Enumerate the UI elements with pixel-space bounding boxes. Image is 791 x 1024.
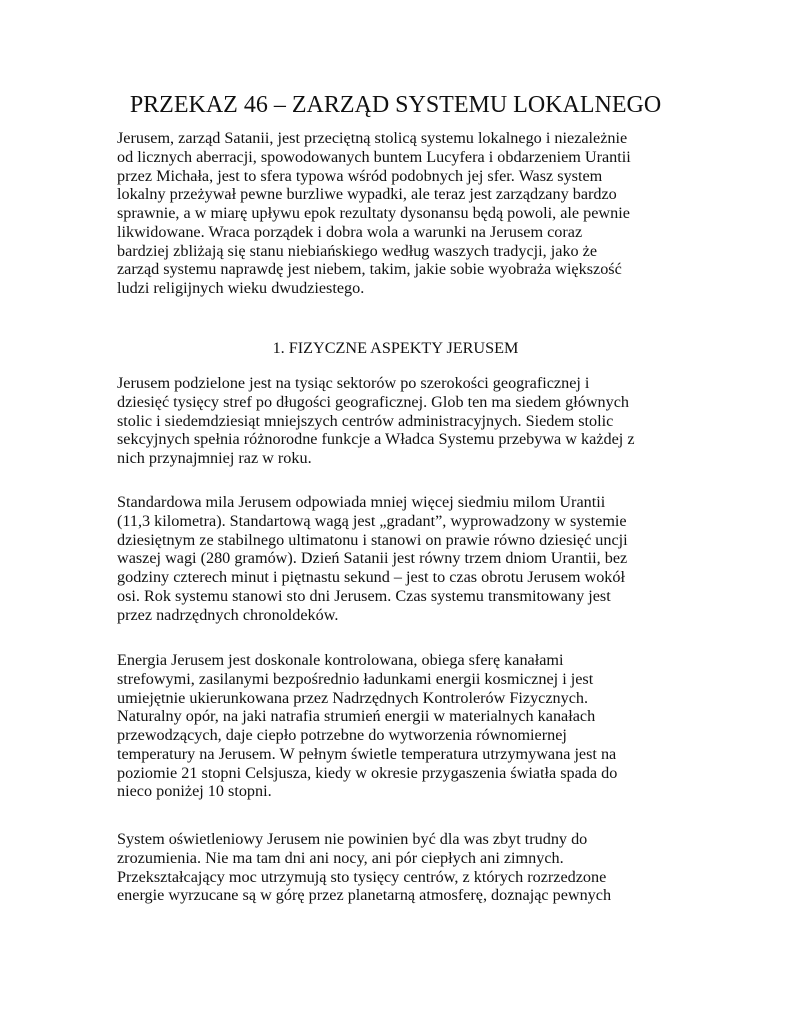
- text-line: poziomie 21 stopni Celsjusza, kiedy w okresie przygaszenia światła spada do: [117, 763, 618, 782]
- text-line: nich przynajmniej raz w roku.: [117, 449, 312, 467]
- text-line: strefowymi, zasilanymi bezpośrednio ładunkami energii kosmicznej i jest: [117, 669, 594, 688]
- text-line: Jerusem podzielone jest na tysiąc sektorów po szerokości geograficznej i: [117, 374, 590, 392]
- text-line: sprawnie, a w miarę upływu epok rezultaty dysonansu będą powoli, ale pewnie: [117, 204, 630, 222]
- text-line: przez Michała, jest to sfera typowa wśród podobnych jej sfer. Wasz system: [117, 166, 603, 185]
- text-line: zrozumienia. Nie ma tam dni ani nocy, ani pór ciepłych ani zimnych.: [117, 848, 564, 867]
- text-line: bardziej zbliżają się stanu niebiańskiego według waszych tradycji, jako że: [117, 241, 598, 260]
- text-line: godziny czterech minut i piętnastu sekund – jest to czas obrotu Jerusem wokół: [117, 568, 625, 586]
- text-line: System oświetleniowy Jerusem nie powinien być dla was zbyt trudny do: [117, 830, 588, 848]
- paragraph-lighting: [117, 830, 697, 905]
- page-title: PRZEKAZ 46 – ZARZĄD SYSTEMU LOKALNEGO: [129, 92, 662, 118]
- text-line: zarząd systemu naprawdę jest niebem, takim, jakie sobie wyobraża większość: [117, 260, 622, 279]
- text-line: sekcyjnych spełnia różnorodne funkcje a Władca Systemu przebywa w każdej z: [117, 430, 635, 449]
- text-line: Standardowa mila Jerusem odpowiada mniej więcej siedmiu milom Urantii: [117, 493, 606, 511]
- text-line: przez nadrzędnych chronoldeków.: [117, 605, 339, 624]
- text-line: nieco poniżej 10 stopni.: [117, 782, 272, 801]
- text-line: ludzi religijnych wieku dwudziestego.: [117, 279, 365, 297]
- text-line: waszej wagi (280 gramów). Dzień Satanii jest równy trzem dniom Urantii, bez: [117, 549, 628, 568]
- text-line: Naturalny opór, na jaki natrafia strumień energii w materialnych kanałach: [117, 707, 596, 726]
- text-line: lokalny przeżywał pewne burzliwe wypadki, ale teraz jest zarządzany bardzo: [117, 185, 617, 204]
- text-line: przewodzących, daje ciepło potrzebne do wytworzenia równomiernej: [117, 726, 567, 744]
- paragraph-units: [117, 493, 697, 624]
- paragraph-intro: [117, 129, 697, 298]
- text-line: osi. Rok systemu stanowi sto dni Jerusem. Czas systemu transmitowany jest: [117, 586, 611, 605]
- text-line: Energia Jerusem jest doskonale kontrolowana, obiega sferę kanałami: [117, 651, 564, 669]
- text-line: temperatury na Jerusem. W pełnym świetle temperatura utrzymywana jest na: [117, 744, 617, 763]
- text-line: dziesięć tysięcy stref po długości geograficznej. Glob ten ma siedem głównych: [117, 392, 629, 411]
- paragraph-energy: [117, 651, 697, 801]
- text-line: Jerusem, zarząd Satanii, jest przeciętną stolicą systemu lokalnego i niezależnie: [117, 129, 628, 147]
- text-line: umiejętnie ukierunkowana przez Nadrzędnych Kontrolerów Fizycznych.: [117, 688, 589, 707]
- text-line: (11,3 kilometra). Standartową wagą jest „gradant”, wyprowadzony w systemie: [117, 511, 627, 530]
- text-line: Przekształcający moc utrzymują sto tysięcy centrów, z których rozrzedzone: [117, 867, 607, 886]
- text-line: likwidowane. Wraca porządek i dobra wola a warunki na Jerusem coraz: [117, 222, 583, 241]
- text-line: od licznych aberracji, spowodowanych buntem Lucyfera i obdarzeniem Urantii: [117, 147, 631, 166]
- text-line: stolic i siedemdziesiąt mniejszych centrów administracyjnych. Siedem stolic: [117, 411, 614, 430]
- section-heading: 1. FIZYCZNE ASPEKTY JERUSEM: [272, 339, 519, 357]
- text-line: dziesiętnym ze stabilnego ultimatonu i stanowi on prawie równo dziesięć uncji: [117, 530, 628, 549]
- text-line: energie wyrzucane są w górę przez planetarną atmosferę, doznając pewnych: [117, 886, 612, 905]
- paragraph-sectors: [117, 374, 697, 468]
